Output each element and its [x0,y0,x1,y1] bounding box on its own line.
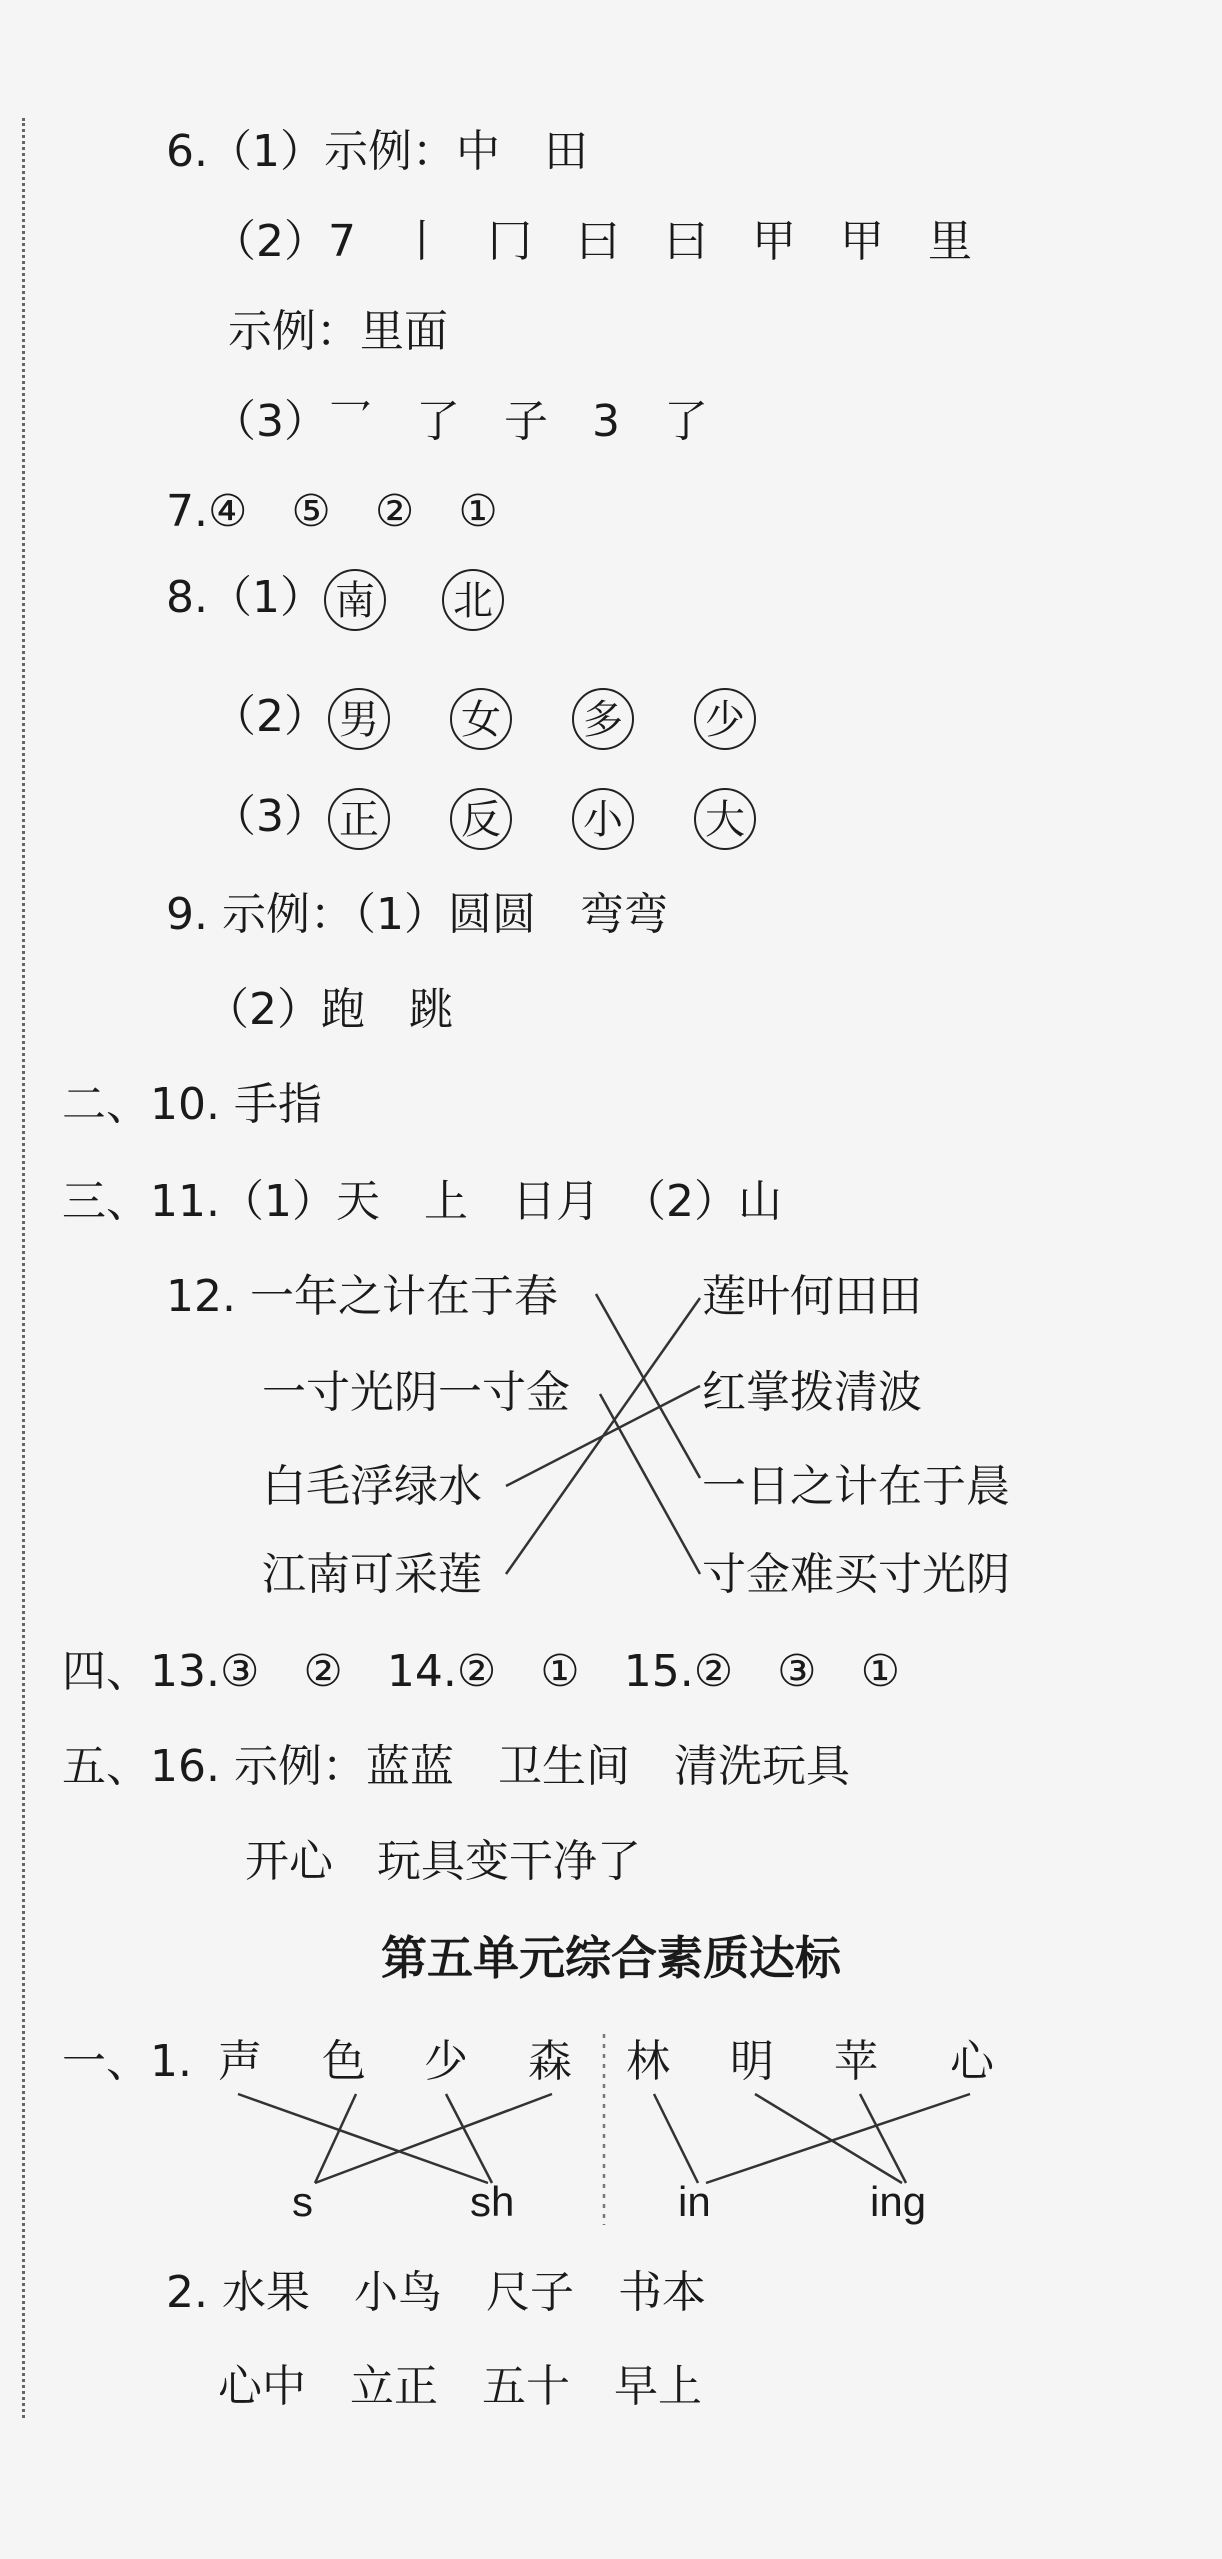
circled-char: 多 [572,688,634,750]
match-line [706,2094,970,2183]
circled-char: 大 [694,788,756,850]
q12-right-2: 红掌拨清波 [702,1367,922,1418]
pinyin-s: s [292,2178,313,2225]
q12-left-3: 白毛浮绿水 [262,1461,482,1512]
u5q1-right-char: 林 [626,2036,670,2087]
q6-part2: （2）7 丨 冂 曰 曰 甲 甲 里 [212,216,972,267]
q9-part2: （2）跑 跳 [205,984,453,1035]
circled-char: 正 [328,788,390,850]
q12-left-4: 江南可采莲 [262,1549,482,1600]
q11-answer: 三、11.（1）天 上 日月 （2）山 [62,1176,782,1227]
q8-part3-label: （3） [212,791,328,842]
q10-answer: 二、10. 手指 [62,1079,322,1130]
circled-char: 反 [450,788,512,850]
circled-char: 南 [324,569,386,631]
q12-label: 12. [166,1271,236,1322]
q16-part2: 开心 玩具变干净了 [245,1836,641,1887]
circled-char: 少 [694,688,756,750]
pinyin-ing: ing [870,2178,927,2225]
q12-left-1: 一年之计在于春 [250,1271,558,1322]
circled-char: 北 [442,569,504,631]
q12-right-3: 一日之计在于晨 [702,1461,1010,1512]
u5q1-label: 一、1. [62,2036,192,2087]
q9-part1: 9. 示例：（1）圆圆 弯弯 [166,889,668,940]
q12-right-4: 寸金难买寸光阴 [702,1549,1010,1600]
q6-part1: 6.（1）示例：中 田 [166,126,588,177]
circled-char: 男 [328,688,390,750]
circled-char: 小 [572,788,634,850]
u5q1-right-char: 苹 [834,2036,878,2087]
match-line [238,2094,488,2183]
pinyin-in: in [678,2178,711,2225]
match-line [755,2094,902,2183]
match-line [654,2094,698,2183]
q12-left-2: 一寸光阴一寸金 [262,1367,570,1418]
u5q1-left-char: 少 [424,2036,468,2087]
q6-part3: （3）乛 了 子 3 了 [212,396,708,447]
u5q1-left-char: 声 [218,2036,262,2087]
match-line [506,1298,700,1574]
u5q2-part2: 心中 立正 五十 早上 [218,2361,702,2412]
match-line [860,2094,906,2183]
q16-part1: 五、16. 示例：蓝蓝 卫生间 清洗玩具 [62,1741,850,1792]
u5q2-part1: 2. 水果 小鸟 尺子 书本 [166,2267,706,2318]
q7-answer: 7.④ ⑤ ② ① [166,486,498,537]
circled-char: 女 [450,688,512,750]
q13-15-answers: 四、13.③ ② 14.② ① 15.② ③ ① [62,1646,901,1697]
u5q1-left-char: 森 [528,2036,572,2087]
q8-part2-label: （2） [212,691,328,742]
q12-right-1: 莲叶何田田 [702,1271,922,1322]
pinyin-sh: sh [470,2178,515,2225]
q8-part1-label: 8.（1） [166,572,324,623]
u5q1-right-char: 心 [950,2036,994,2087]
unit-title: 第五单元综合素质达标 [381,1931,841,1985]
u5q1-right-char: 明 [730,2036,774,2087]
u5q1-left-char: 色 [322,2036,366,2087]
q6-part2-example: 示例：里面 [228,306,448,357]
